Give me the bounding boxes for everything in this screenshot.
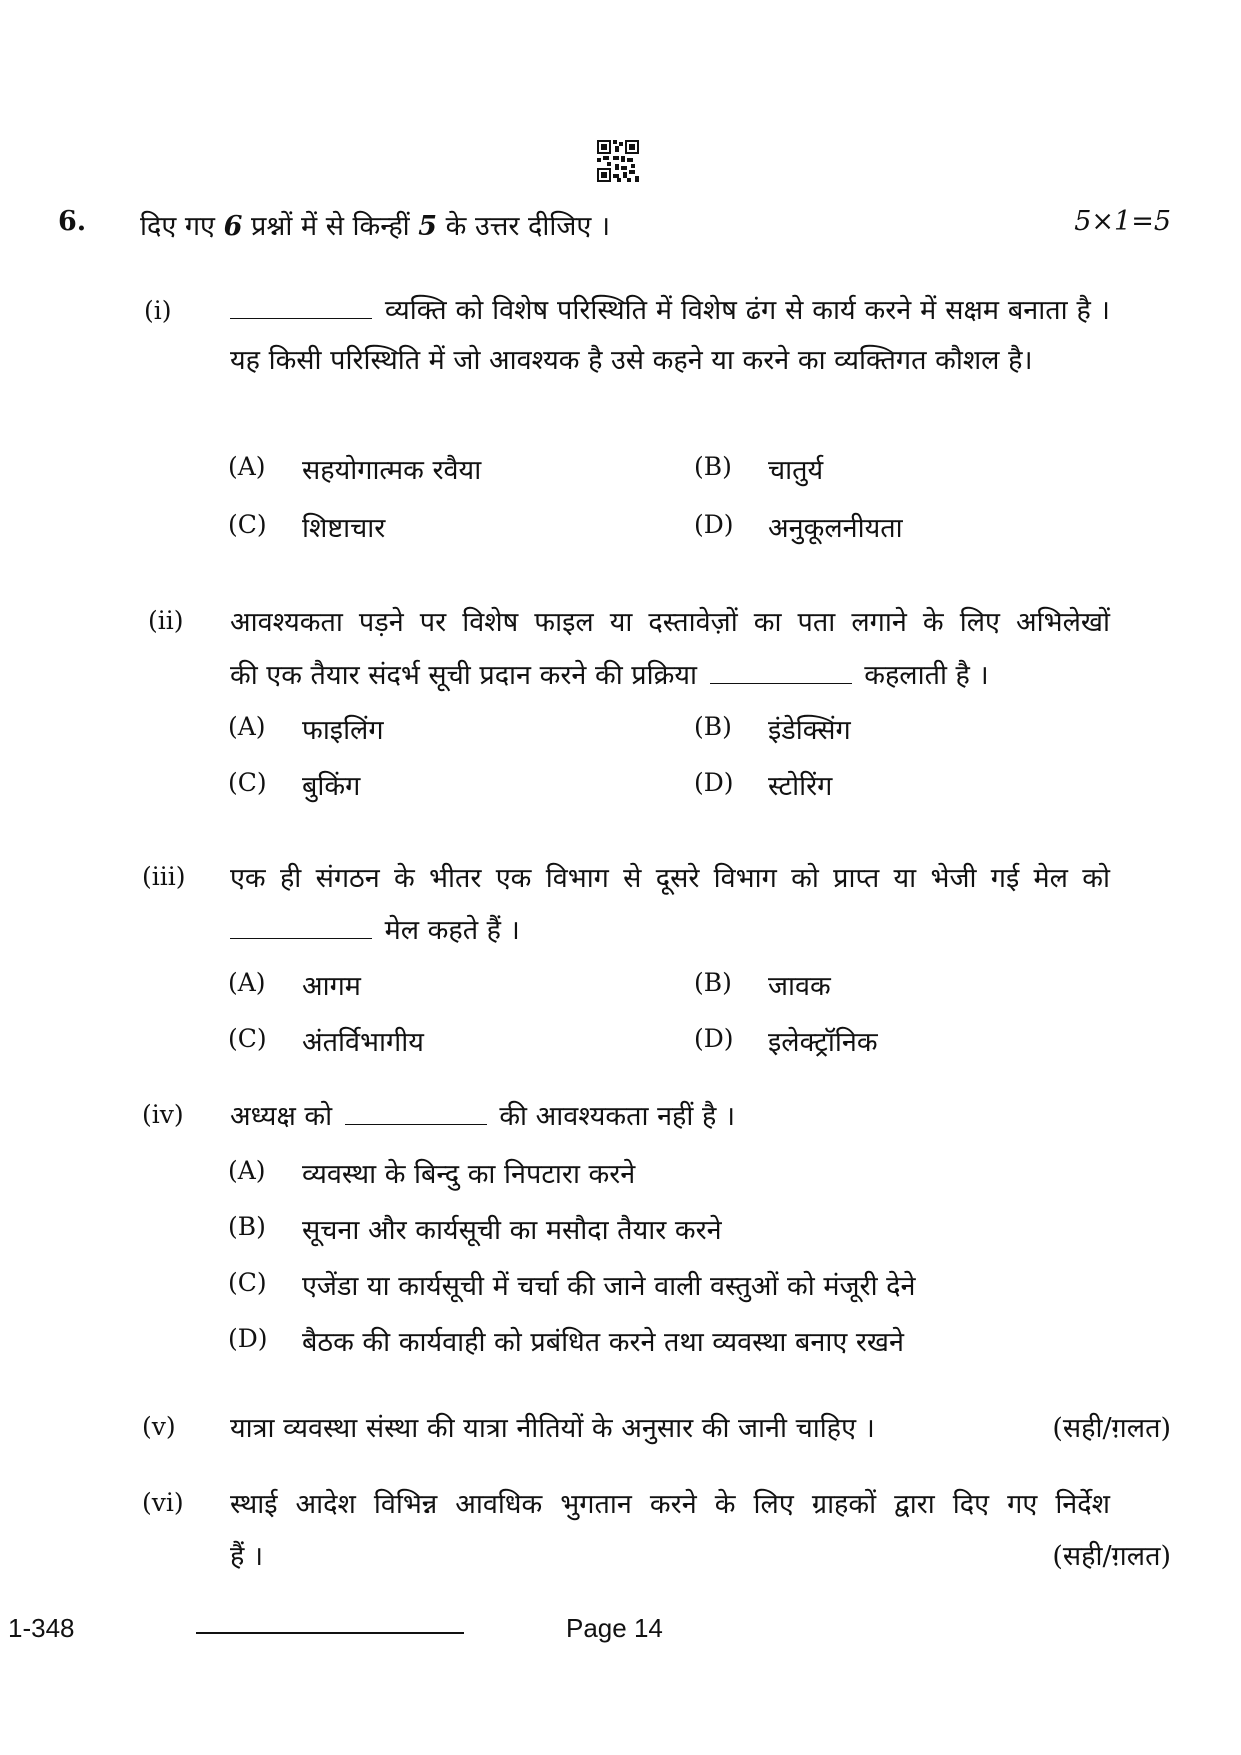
option-text: फाइलिंग [302, 715, 384, 746]
option-text: बुकिंग [302, 771, 361, 802]
option-text: जावक [768, 971, 831, 1002]
subquestion-number: (i) [144, 296, 172, 325]
option-letter: (B) [694, 712, 732, 741]
subquestion-text: यात्रा व्यवस्था संस्था की यात्रा नीतियों के अनुसार की जानी चाहिए । [230, 1413, 875, 1444]
option-text: इंडेक्सिंग [768, 715, 851, 746]
question-number: 6. [58, 206, 87, 237]
answer-blank [230, 937, 372, 939]
option-text: एजेंडा या कार्यसूची में चर्चा की जाने वाली वस्तुओं को मंजूरी देने [302, 1271, 916, 1302]
instruction-number: 5 [418, 211, 438, 242]
option-letter: (B) [694, 968, 732, 997]
instruction-text: के उत्तर दीजिए । [437, 211, 611, 242]
marks-label: 5×1=5 [1074, 206, 1171, 237]
subquestion-text: हैं । [230, 1541, 264, 1572]
subquestion-body: व्यक्ति को विशेष परिस्थिति में विशेष ढंग से कार्य करने में सक्षम बनाता है । यह किसी परिस्थिति में जो आवश्यक है उसे कहने या करने का व्यक्तिगत कौशल है। [230, 295, 1110, 376]
option-letter: (A) [228, 1156, 266, 1185]
true-false-label: (सही/ग़लत) [1052, 1541, 1171, 1572]
paper-code: 1-348 [8, 1613, 75, 1643]
option-letter: (D) [694, 768, 734, 797]
subquestion-number: (iii) [142, 862, 186, 891]
option-letter: (D) [694, 1024, 734, 1053]
option-letter: (A) [228, 712, 266, 741]
subquestion-text [230, 1096, 735, 1133]
option-text: सहयोगात्मक रवैया [302, 455, 482, 486]
option-text: शिष्टाचार [302, 513, 386, 544]
subquestion-body: की आवश्यकता नहीं है । [499, 1101, 736, 1132]
instruction-number: 6 [223, 211, 243, 242]
answer-blank [230, 317, 372, 319]
option-letter: (C) [228, 768, 267, 797]
subquestion-body: मेल कहते हैं । [384, 915, 520, 946]
true-false-label: (सही/ग़लत) [1052, 1413, 1171, 1444]
subquestion-number: (v) [142, 1412, 176, 1441]
option-letter: (D) [228, 1324, 268, 1353]
answer-blank [710, 682, 852, 684]
subquestion-text [230, 655, 989, 692]
option-letter: (A) [228, 452, 266, 481]
option-letter: (B) [694, 452, 732, 481]
option-text: अनुकूलनीयता [768, 513, 903, 544]
subquestion-number: (iv) [142, 1100, 184, 1129]
option-text: इलेक्ट्रॉनिक [768, 1027, 878, 1058]
subquestion-text: स्थाई आदेश विभिन्न आवधिक भुगतान करने के लिए ग्राहकों द्वारा दिए गए निर्देश [230, 1489, 1110, 1520]
subquestion-text: आवश्यकता पड़ने पर विशेष फाइल या दस्तावेज़ों का पता लगाने के लिए अभिलेखों [230, 607, 1110, 638]
option-letter: (A) [228, 968, 266, 997]
subquestion-number: (vi) [142, 1488, 184, 1517]
subquestion-text [230, 286, 1110, 386]
option-text: सूचना और कार्यसूची का मसौदा तैयार करने [302, 1215, 722, 1246]
option-letter: (C) [228, 1268, 267, 1297]
subquestion-text [230, 910, 520, 947]
option-letter: (D) [694, 510, 734, 539]
question-instruction [140, 206, 610, 243]
option-text: चातुर्य [768, 455, 824, 486]
subquestion-body: अध्यक्ष को [230, 1101, 333, 1132]
page-number: Page 14 [566, 1613, 663, 1643]
option-letter: (C) [228, 1024, 267, 1053]
option-text: बैठक की कार्यवाही को प्रबंधित करने तथा व्यवस्था बनाए रखने [302, 1327, 904, 1358]
option-letter: (C) [228, 510, 267, 539]
subquestion-text: एक ही संगठन के भीतर एक विभाग से दूसरे विभाग को प्राप्त या भेजी गई मेल को [230, 863, 1110, 894]
subquestion-number: (ii) [148, 606, 184, 635]
footer-divider [196, 1632, 464, 1634]
instruction-text: दिए गए [140, 211, 224, 242]
option-text: स्टोरिंग [768, 771, 833, 802]
answer-blank [345, 1123, 487, 1125]
option-text: व्यवस्था के बिन्दु का निपटारा करने [302, 1159, 636, 1190]
option-text: अंतर्विभागीय [302, 1027, 424, 1058]
subquestion-body: कहलाती है । [864, 660, 989, 691]
option-text: आगम [302, 971, 361, 1002]
subquestion-body: की एक तैयार संदर्भ सूची प्रदान करने की प्रक्रिया [230, 660, 698, 691]
instruction-text: प्रश्नों में से किन्हीं [242, 211, 419, 242]
qr-code-icon [597, 140, 639, 182]
option-letter: (B) [228, 1212, 266, 1241]
